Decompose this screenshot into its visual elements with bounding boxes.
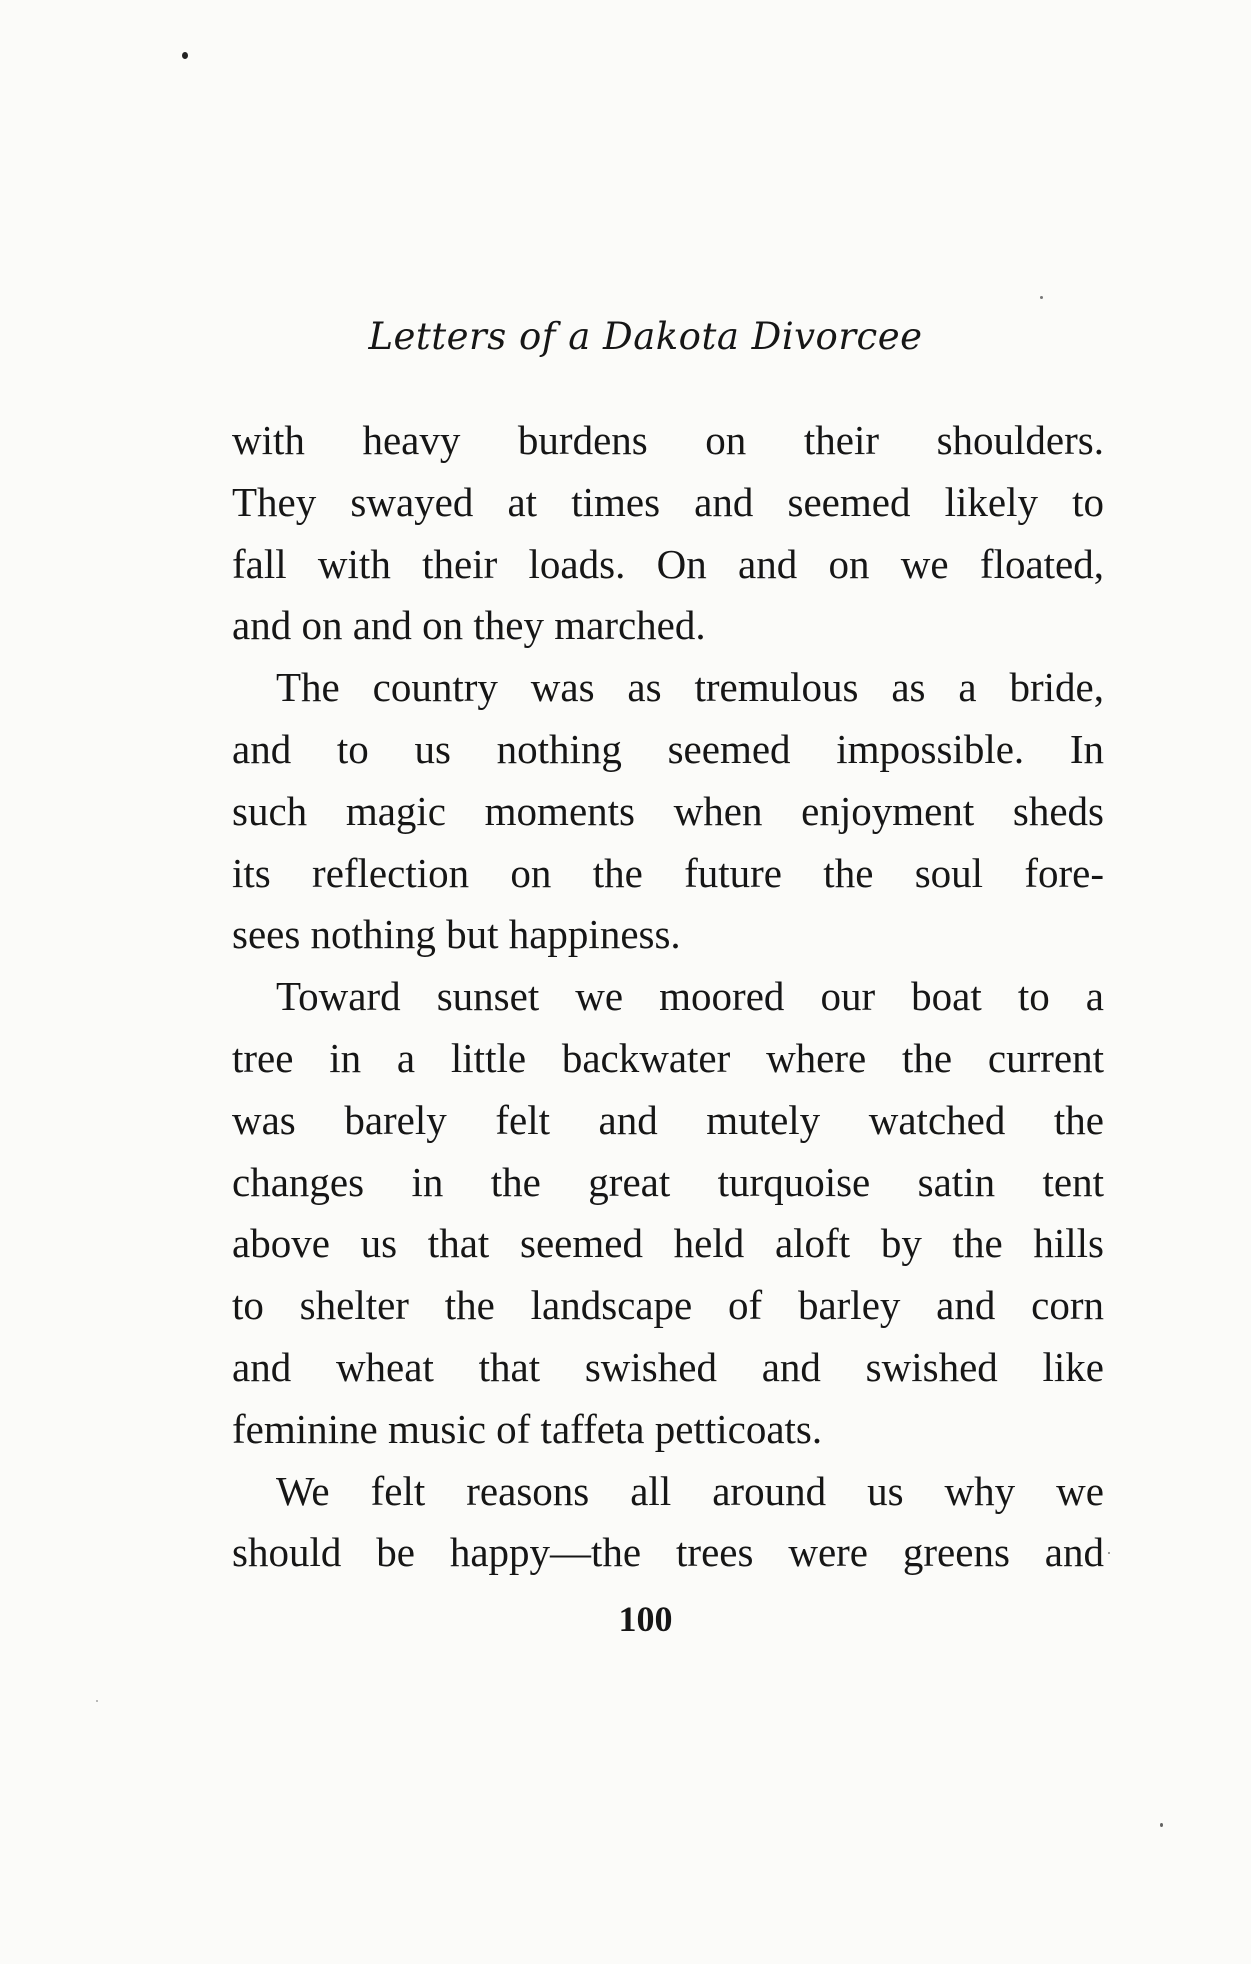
text-line: with heavy burdens on their shoulders. [232,417,1104,463]
text-line: tree in a little backwater where the current [232,1034,1104,1081]
running-head: Letters of a Dakota Divorcee [368,315,923,358]
text-line: changes in the great turquoise satin tent [232,1158,1104,1205]
scan-speck [1108,1552,1110,1554]
scan-speck [1040,296,1043,299]
scan-speck [1160,1823,1163,1827]
text-line: should be happy—the trees were greens and [232,1529,1104,1576]
text-line: was barely felt and mutely watched the [232,1096,1104,1143]
text-line: above us that seemed held aloft by the hills [232,1220,1104,1267]
text-line: Toward sunset we moored our boat to a [276,973,1104,1020]
text-line: to shelter the landscape of barley and corn [232,1282,1104,1329]
text-line: fall with their loads. On and on we floated, [232,540,1104,587]
text-line: and on and on they marched. [232,602,706,649]
text-line: sees nothing but happiness. [232,911,681,958]
text-line: The country was as tremulous as a bride, [276,664,1104,711]
page-number: 100 [618,1599,673,1639]
text-line: and wheat that swished and swished like [232,1343,1104,1390]
text-line: We felt reasons all around us why we [276,1467,1104,1514]
body-text [232,410,1104,1584]
text-line: such magic moments when enjoyment sheds [232,787,1104,834]
scan-speck [182,52,188,59]
text-line: its reflection on the future the soul fore- [232,849,1104,896]
scan-speck [96,1700,98,1702]
text-line: feminine music of taffeta petticoats. [232,1405,823,1452]
text-line: and to us nothing seemed impossible. In [232,725,1104,772]
text-line: They swayed at times and seemed likely to [232,478,1104,525]
